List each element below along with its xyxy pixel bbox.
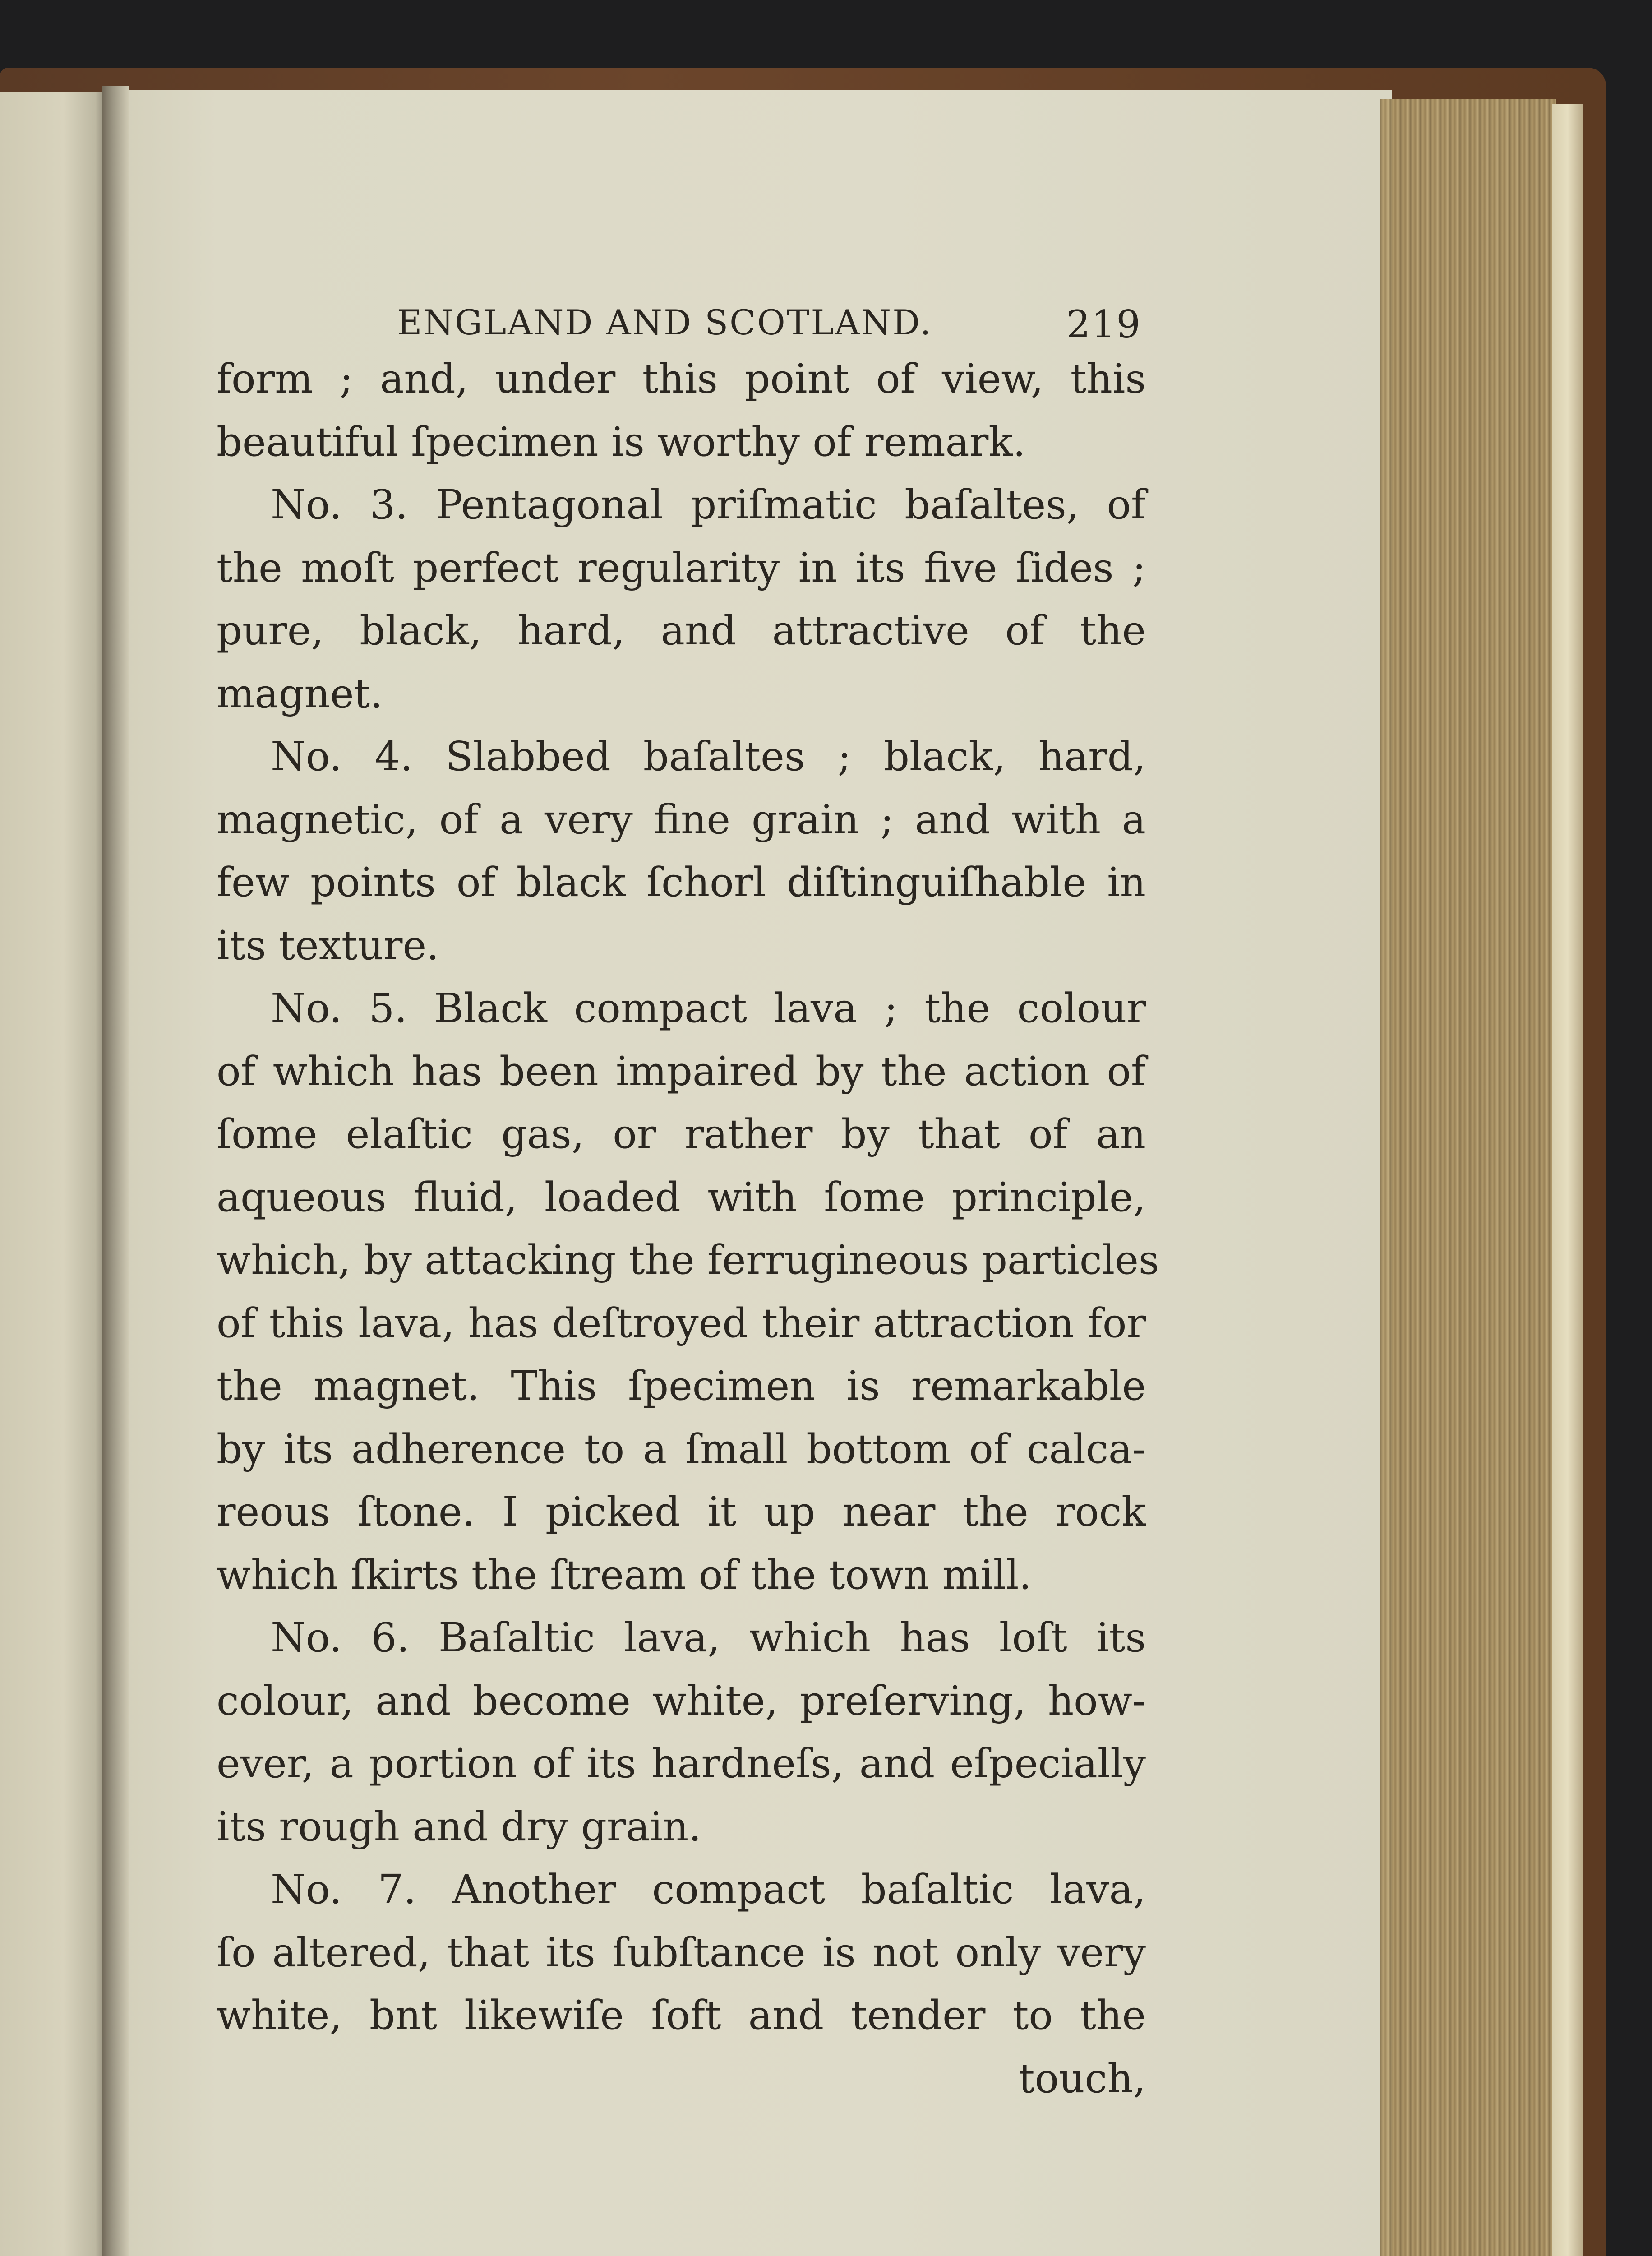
text-line: No. 5. Black compact lava ; the colour — [271, 985, 1146, 1031]
page-number: 219 — [1066, 302, 1141, 347]
gutter-shadow — [102, 86, 129, 2256]
text-line: white, bnt likewiſe ſoft and tender to the — [217, 1992, 1146, 2039]
left-page-edge — [0, 92, 106, 2256]
text-line: ſo altered, that its ſubſtance is not only very — [217, 1928, 1146, 1976]
text-line: ſome elaſtic gas, or rather by that of an — [217, 1110, 1146, 1157]
text-line: its texture. — [217, 921, 439, 969]
running-head: ENGLAND AND SCOTLAND. — [397, 302, 932, 342]
text-line: the moſt perfect regularity in its five ſides ; — [217, 544, 1146, 591]
text-line: of this lava, has deſtroyed their attraction for — [217, 1299, 1146, 1346]
text-line: No. 6. Baſaltic lava, which has loſt its — [271, 1614, 1146, 1661]
text-line: magnetic, of a very fine grain ; and with a — [217, 795, 1146, 843]
catchword: touch, — [1018, 2054, 1146, 2102]
text-line: few points of black ſchorl diſtinguiſhable in — [217, 859, 1146, 906]
text-line: the magnet. This ſpecimen is remarkable — [217, 1362, 1146, 1409]
text-line: form ; and, under this point of view, this — [217, 355, 1146, 402]
text-line: its rough and dry grain. — [217, 1803, 701, 1850]
page-edges — [1380, 99, 1556, 2256]
text-line: No. 4. Slabbed baſaltes ; black, hard, — [271, 733, 1146, 780]
text-line: which ſkirts the ſtream of the town mill. — [217, 1551, 1032, 1598]
text-line: which, by attacking the ferrugineous particles — [217, 1236, 1159, 1283]
text-block — [217, 289, 1159, 2110]
text-line: No. 3. Pentagonal priſmatic baſaltes, of — [271, 481, 1146, 528]
text-line: magnet. — [217, 670, 383, 717]
text-line: reous ſtone. I picked it up near the rock — [217, 1488, 1146, 1535]
text-line: aqueous fluid, loaded with ſome principle, — [217, 1173, 1146, 1220]
text-line: by its adherence to a ſmall bottom of calca- — [217, 1425, 1146, 1472]
text-line: colour, and become white, preſerving, how- — [217, 1677, 1146, 1724]
page-edge-strip — [1552, 104, 1583, 2256]
text-line: No. 7. Another compact baſaltic lava, — [271, 1866, 1146, 1913]
text-line: beautiful ſpecimen is worthy of remark. — [217, 418, 1026, 465]
text-line: pure, black, hard, and attractive of the — [217, 607, 1146, 654]
text-line: of which has been impaired by the action of — [217, 1047, 1146, 1095]
text-line: ever, a portion of its hardneſs, and eſpecially — [217, 1740, 1146, 1787]
page-header — [217, 289, 1146, 347]
